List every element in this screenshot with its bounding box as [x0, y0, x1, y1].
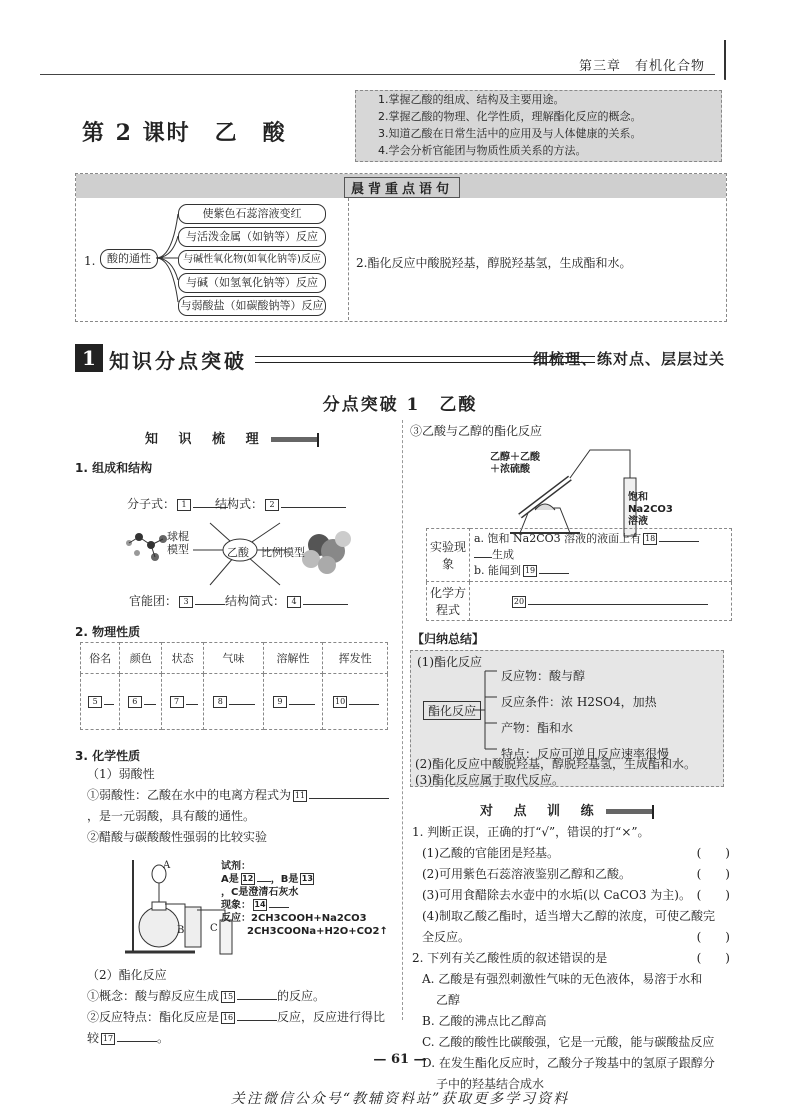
banner-number: 1	[75, 344, 103, 372]
th-common-name: 俗名	[81, 643, 120, 674]
center-acetic-acid: 乙酸	[227, 546, 249, 559]
weak-acid-1b: ，是一元弱酸，具有酸的通性。	[87, 809, 256, 823]
weak-acid-heading: （1）弱酸性	[87, 767, 155, 781]
th-color: 颜色	[120, 643, 162, 674]
section-chemical: 3. 化学性质	[75, 749, 141, 763]
structural-formula-label: 结构式： 2	[215, 495, 346, 512]
tag-3: 3	[179, 596, 193, 608]
physical-property-table	[80, 642, 388, 730]
goal-item: 2.掌握乙酸的物理、化学性质，理解酯化反应的概念。	[378, 110, 642, 123]
summary-box-label: 酯化反应	[423, 701, 481, 720]
branch-active-metal: 与活泼金属（如钠等）反应	[178, 227, 326, 247]
goal-item: 4.学会分析官能团与物质性质关系的方法。	[378, 144, 587, 157]
banner-title: 知识分点突破	[109, 349, 247, 373]
right-column	[410, 420, 730, 1091]
summary-1: (1)酯化反应	[417, 655, 482, 669]
branch-weak-acid-salt: 与弱酸盐（如碳酸钠等）反应	[178, 296, 326, 316]
title-bar	[271, 437, 317, 442]
ester-heading: （2）酯化反应	[87, 968, 167, 982]
experiment-notes: 试剂： A是 12 ，B是 13 ，C是澄清石灰水 现象： 14 反应：2CH3COOH+Na2CO3 2CH3COONa+H2O+CO2↑	[221, 861, 388, 937]
chem-text-block	[87, 764, 392, 848]
cell-8: 8	[204, 674, 264, 730]
functional-group-label: 官能团： 3	[129, 592, 225, 609]
equation-head: 化学方程式	[427, 582, 470, 621]
banner-right: 细梳理、练对点、层层过关	[532, 350, 725, 368]
summary-items: 反应物：酸与醇 反应条件：浓 H2SO4，加热 产物：酯和水 特点：反应可逆且反应速率很慢	[501, 669, 670, 761]
th-volatility: 挥发性	[323, 643, 388, 674]
practice-questions: 1. 判断正误，正确的打“√”，错误的打“×”。 (1)乙酸的官能团是羟基。 ( ) (2)可用紫色石蕊溶液鉴别乙醇和乙酸。 ( ) (3)可用食醋除去水壶中的水垢(以 CaCO3 为主)。 ( ) (4)制取乙酸乙酯时，适当增大乙醇的浓度，可使乙酸完 全反应。 ( ) 2. 下列有关乙酸性质的叙述错误的是 ( ) A. 乙酸是有强烈刺激性气味的无色液体，易溶于水和 乙醇 B. 乙酸的沸点比乙醇高 C. 乙酸的酸性比碳酸强，它是一元酸，能与碳酸盐反应 D. 在发生酯化反应时，乙酸分子羧基中的氢原子跟醇分 子中的羟基结合成水	[412, 822, 730, 1095]
cell-6: 6	[120, 674, 162, 730]
card-title-text: 知 识 梳 理	[145, 432, 267, 447]
recite-box	[75, 173, 727, 322]
recite-title-bar	[76, 174, 726, 198]
space-filling-label: 比例模型	[261, 546, 305, 559]
weak-acid-2: ②醋酸与碳酸酸性强弱的比较实验	[87, 830, 268, 844]
ester-2: ②反应特点：酯化反应是 16 反应，反应进行得比	[87, 1010, 386, 1024]
esterification-heading: ③乙酸与乙醇的酯化反应	[410, 424, 543, 438]
th-odor: 气味	[204, 643, 264, 674]
recite-item1-num: 1.	[84, 254, 96, 268]
th-state: 状态	[162, 643, 204, 674]
condensed-formula-label: 结构简式： 4	[225, 592, 348, 609]
cell-7: 7	[162, 674, 204, 730]
chapter-title: 第三章 有机化合物	[578, 59, 705, 74]
recite-divider	[348, 198, 349, 320]
tag-4: 4	[287, 596, 301, 608]
label-A: A	[163, 860, 171, 871]
summary-box	[410, 650, 724, 787]
exp-phenomenon-head: 实验现象	[427, 529, 470, 582]
equation-cell: 20	[470, 582, 732, 621]
ester-1: ①概念：酸与醇反应生成 15 的反应。	[87, 989, 326, 1003]
summary-heading: 【归纳总结】	[412, 632, 485, 646]
acid-property-center: 酸的通性	[100, 249, 158, 269]
section-physical: 2. 物理性质	[75, 625, 141, 639]
space-filling-model-icon	[302, 531, 351, 574]
goal-item: 3.知道乙酸在日常生活中的应用及与人体健康的关系。	[378, 127, 642, 140]
learning-goals	[355, 90, 722, 162]
question-1: 1. 判断正误，正确的打“√”，错误的打“×”。	[412, 825, 650, 839]
title-vbar	[317, 433, 319, 447]
cell-10: 10	[323, 674, 388, 730]
summary-2: (2)酯化反应中酸脱羟基，醇脱羟基氢，生成酯和水。	[415, 757, 697, 771]
mix-label: 乙醇＋乙酸 ＋浓硫酸	[490, 452, 540, 475]
goal-item: 1.掌握乙酸的组成、结构及主要用途。	[378, 93, 565, 106]
cell-9: 9	[263, 674, 323, 730]
weak-acid-1: ①弱酸性：乙酸在水中的电离方程式为 11	[87, 785, 392, 806]
watermark: 关注微信公众号“教辅资料站”获取更多学习资料	[230, 1091, 570, 1107]
knowledge-card-title	[145, 428, 395, 447]
lesson-title: 第 2 课时 乙 酸	[82, 120, 287, 146]
recite-title: 晨背重点语句	[344, 177, 460, 198]
esterification-table	[426, 528, 732, 621]
cell-5: 5	[81, 674, 120, 730]
saturated-label: 饱和 Na2CO3 溶液	[628, 492, 673, 527]
left-column	[75, 420, 395, 1045]
subtitle: 分点突破 1 乙酸	[322, 395, 478, 415]
column-divider	[402, 420, 403, 1020]
ball-stick-model-icon	[126, 533, 167, 561]
ester-2c: 较 17 。	[87, 1031, 170, 1045]
recite-item2: 2.酯化反应中酸脱羟基，醇脱羟基氢，生成酯和水。	[356, 256, 632, 270]
section-banner	[75, 344, 725, 372]
molecular-formula-label: 分子式： 1	[127, 495, 228, 512]
header-rule	[40, 74, 715, 75]
branch-litmus: 使紫色石蕊溶液变红	[178, 204, 326, 224]
exp-phenomenon-cell: a. 饱和 Na2CO3 溶液的液面上有 18 生成 b. 能闻到 19	[470, 529, 732, 582]
page-number: — 61 —	[373, 1052, 427, 1067]
tag-2: 2	[265, 499, 279, 511]
ball-stick-label: 球棍 模型	[167, 530, 189, 556]
label-C: C	[210, 923, 218, 934]
label-B: B	[177, 925, 185, 936]
branch-base: 与碱（如氢氧化钠等）反应	[178, 273, 326, 293]
th-solubility: 溶解性	[263, 643, 323, 674]
section-structure: 1. 组成和结构	[75, 461, 153, 475]
tag-1: 1	[177, 499, 191, 511]
branch-basic-oxide: 与碱性氧化物(如氧化钠等)反应	[178, 250, 326, 270]
summary-brace	[471, 663, 501, 753]
summary-3: (3)酯化反应属于取代反应。	[415, 773, 564, 787]
practice-card-title: 对 点 训 练	[480, 800, 654, 819]
ester-text-block	[87, 965, 392, 1049]
